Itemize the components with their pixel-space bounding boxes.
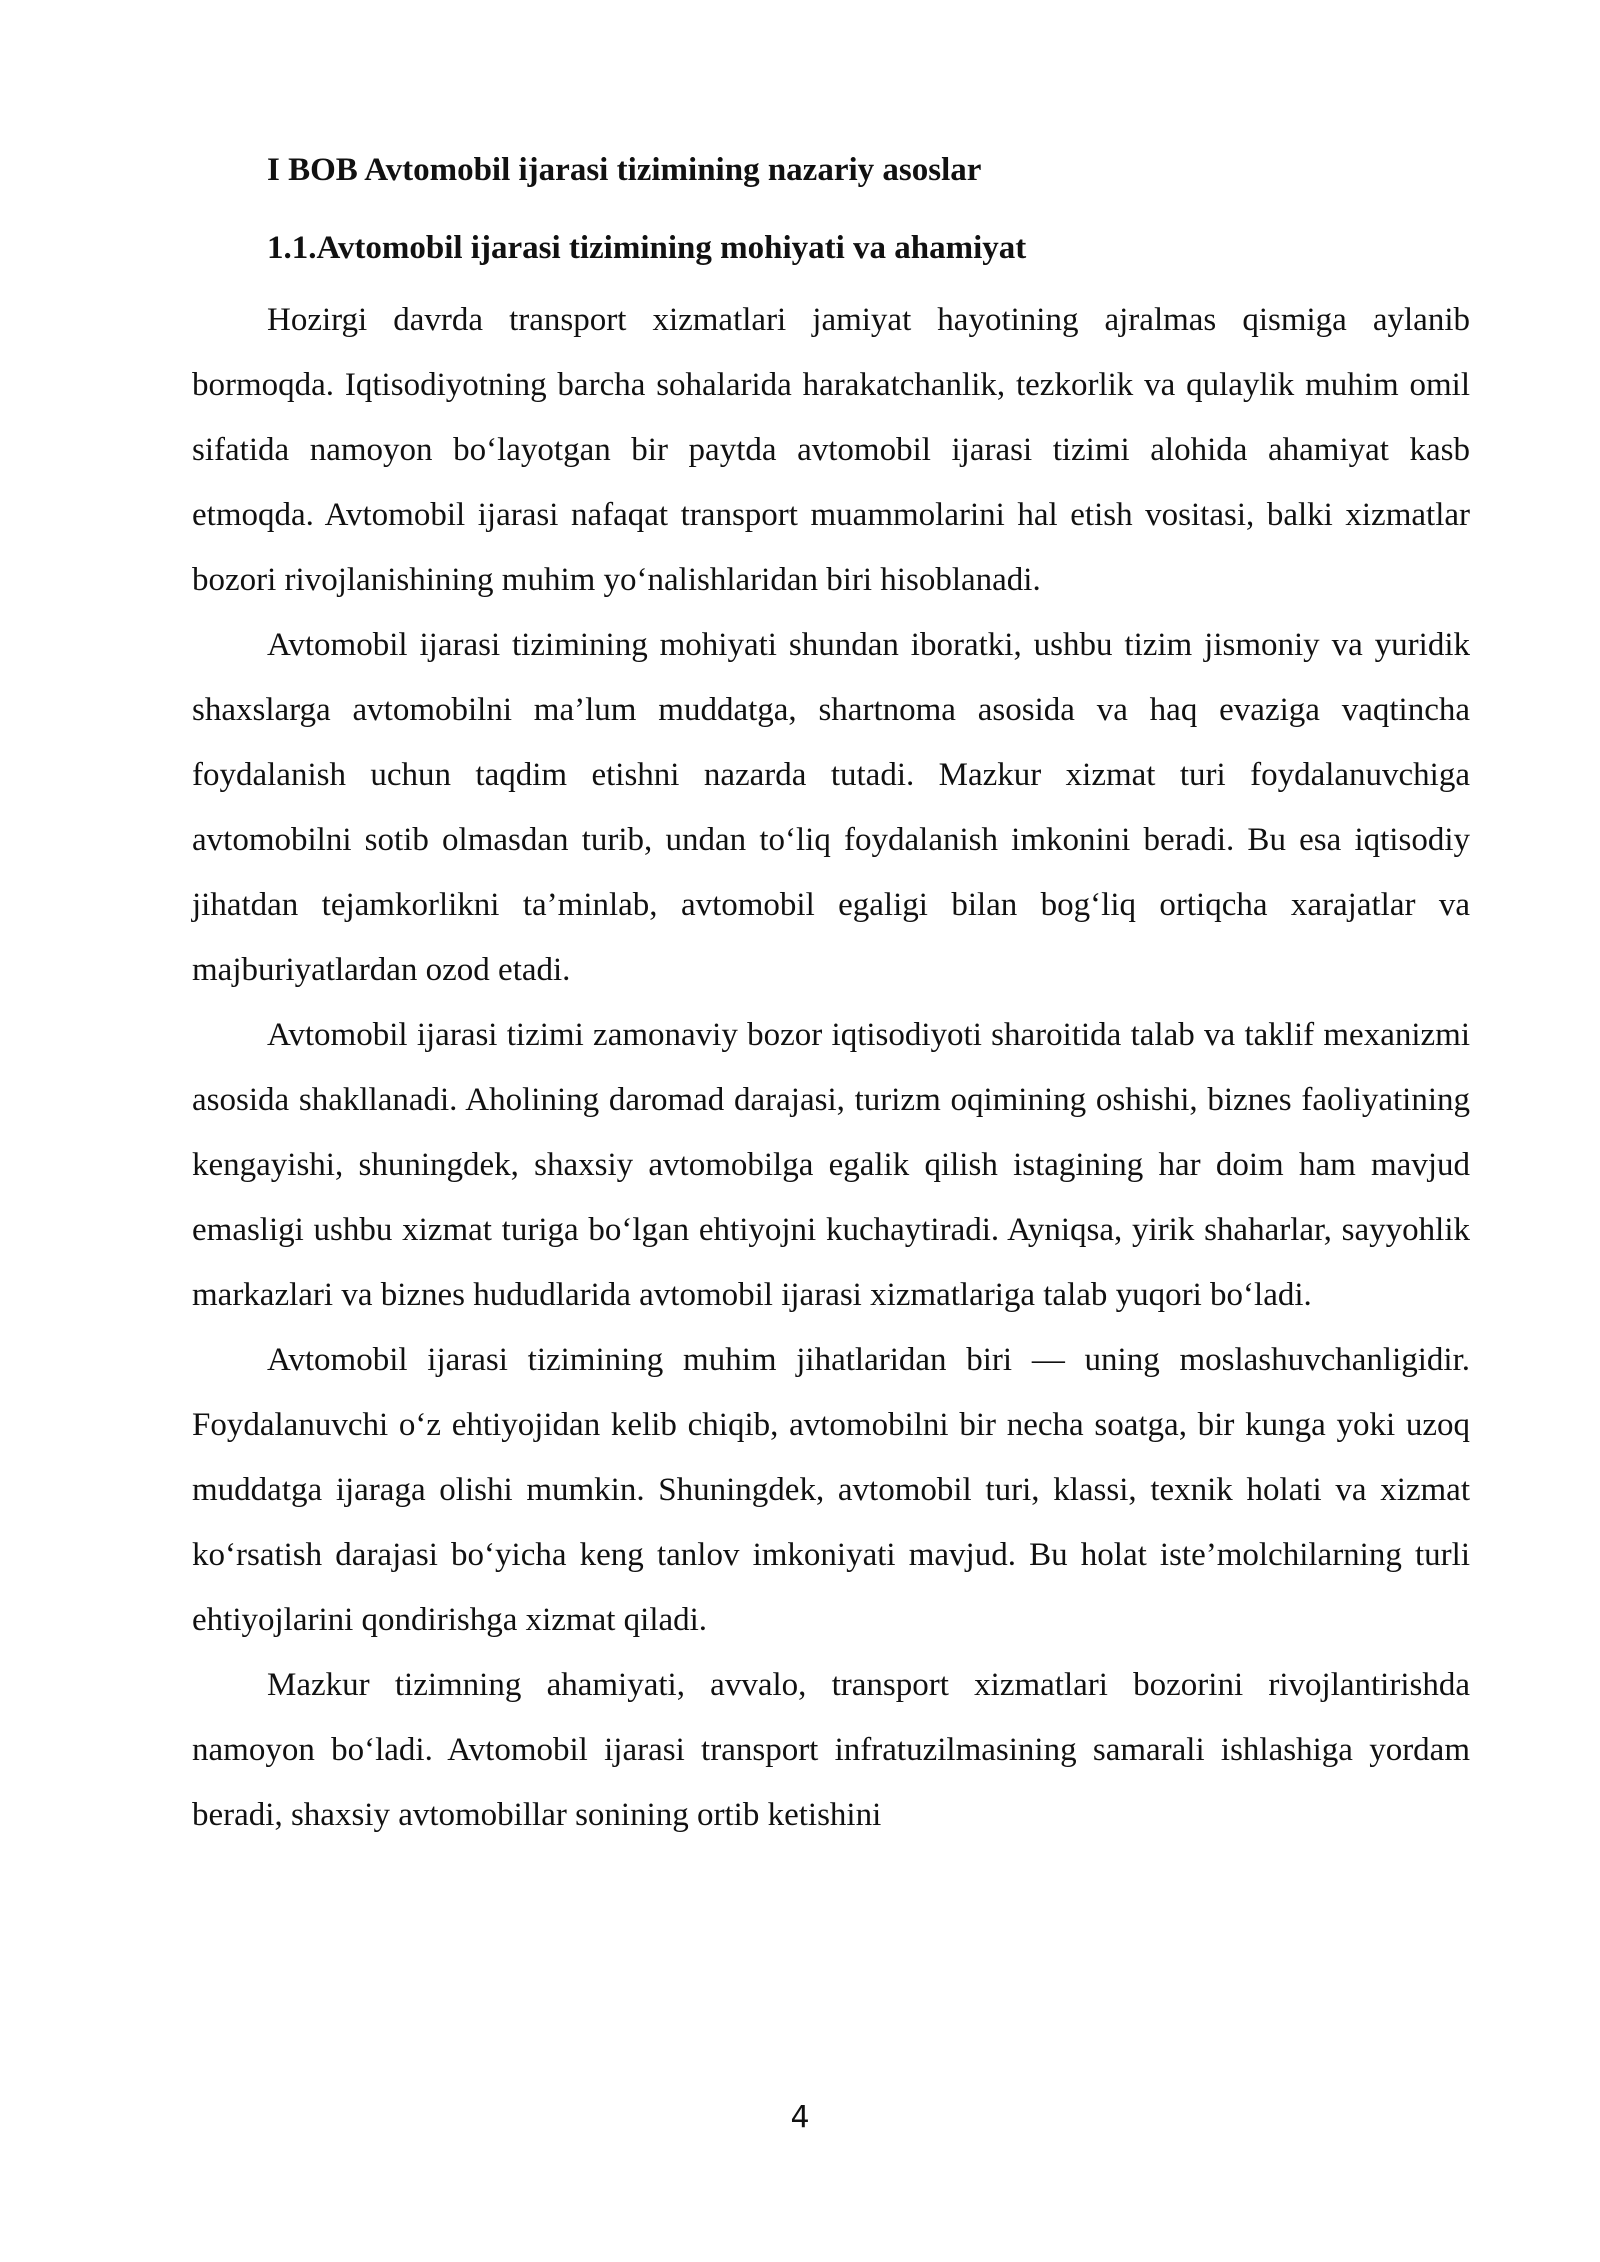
paragraph-5: Mazkur tizimning ahamiyati, avvalo, transport xizmatlari bozorini rivojlantirishda namoyon bo‘ladi. Avtomobil ijarasi transport infratuzilmasining samarali ishlashiga yordam beradi, shaxsiy avtomobillar sonining ortib ketishini	[192, 1667, 1470, 1833]
paragraph-2: Avtomobil ijarasi tizimining mohiyati shundan iboratki, ushbu tizim jismoniy va yuridik shaxslarga avtomobilni ma’lum muddatga, shartnoma asosida va haq evaziga vaqtincha foydalanish uchun taqdim etishni nazarda tutadi. Mazkur xizmat turi foydalanuvchiga avtomobilni sotib olmasdan turib, undan to‘liq foydalanish imkonini beradi. Bu esa iqtisodiy jihatdan tejamkorlikni ta’minlab, avtomobil egaligi bilan bog‘liq ortiqcha xarajatlar va majburiyatlardan ozod etadi.	[192, 627, 1470, 988]
page-content	[192, 150, 1470, 1848]
paragraph-1: Hozirgi davrda transport xizmatlari jamiyat hayotining ajralmas qismiga aylanib bormoqda. Iqtisodiyotning barcha sohalarida harakatchanlik, tezkorlik va qulaylik muhim omil sifatida namoyon bo‘layotgan bir paytda avtomobil ijarasi tizimi alohida ahamiyat kasb etmoqda. Avtomobil ijarasi nafaqat transport muammolarini hal etish vositasi, balki xizmatlar bozori rivojlanishining muhim yo‘nalishlaridan biri hisoblanadi.	[192, 302, 1470, 598]
paragraph-3: Avtomobil ijarasi tizimi zamonaviy bozor iqtisodiyoti sharoitida talab va taklif mexanizmi asosida shakllanadi. Aholining daromad darajasi, turizm oqimining oshishi, biznes faoliyatining kengayishi, shuningdek, shaxsiy avtomobilga egalik qilish istagining har doim ham mavjud emasligi ushbu xizmat turiga bo‘lgan ehtiyojni kuchaytiradi. Ayniqsa, yirik shaharlar, sayyohlik markazlari va biznes hududlarida avtomobil ijarasi xizmatlariga talab yuqori bo‘ladi.	[192, 1017, 1470, 1313]
section-title: 1.1.Avtomobil ijarasi tizimining mohiyati va ahamiyat	[267, 230, 1027, 266]
page-number: 4	[790, 2100, 810, 2135]
chapter-title: I BOB Avtomobil ijarasi tizimining nazariy asoslar	[267, 152, 982, 188]
paragraph-4: Avtomobil ijarasi tizimining muhim jihatlaridan biri — uning moslashuvchanligidir. Foydalanuvchi o‘z ehtiyojidan kelib chiqib, avtomobilni bir necha soatga, bir kunga yoki uzoq muddatga ijaraga olishi mumkin. Shuningdek, avtomobil turi, klassi, texnik holati va xizmat ko‘rsatish darajasi bo‘yicha keng tanlov imkoniyati mavjud. Bu holat iste’molchilarning turli ehtiyojlarini qondirishga xizmat qiladi.	[192, 1342, 1470, 1638]
